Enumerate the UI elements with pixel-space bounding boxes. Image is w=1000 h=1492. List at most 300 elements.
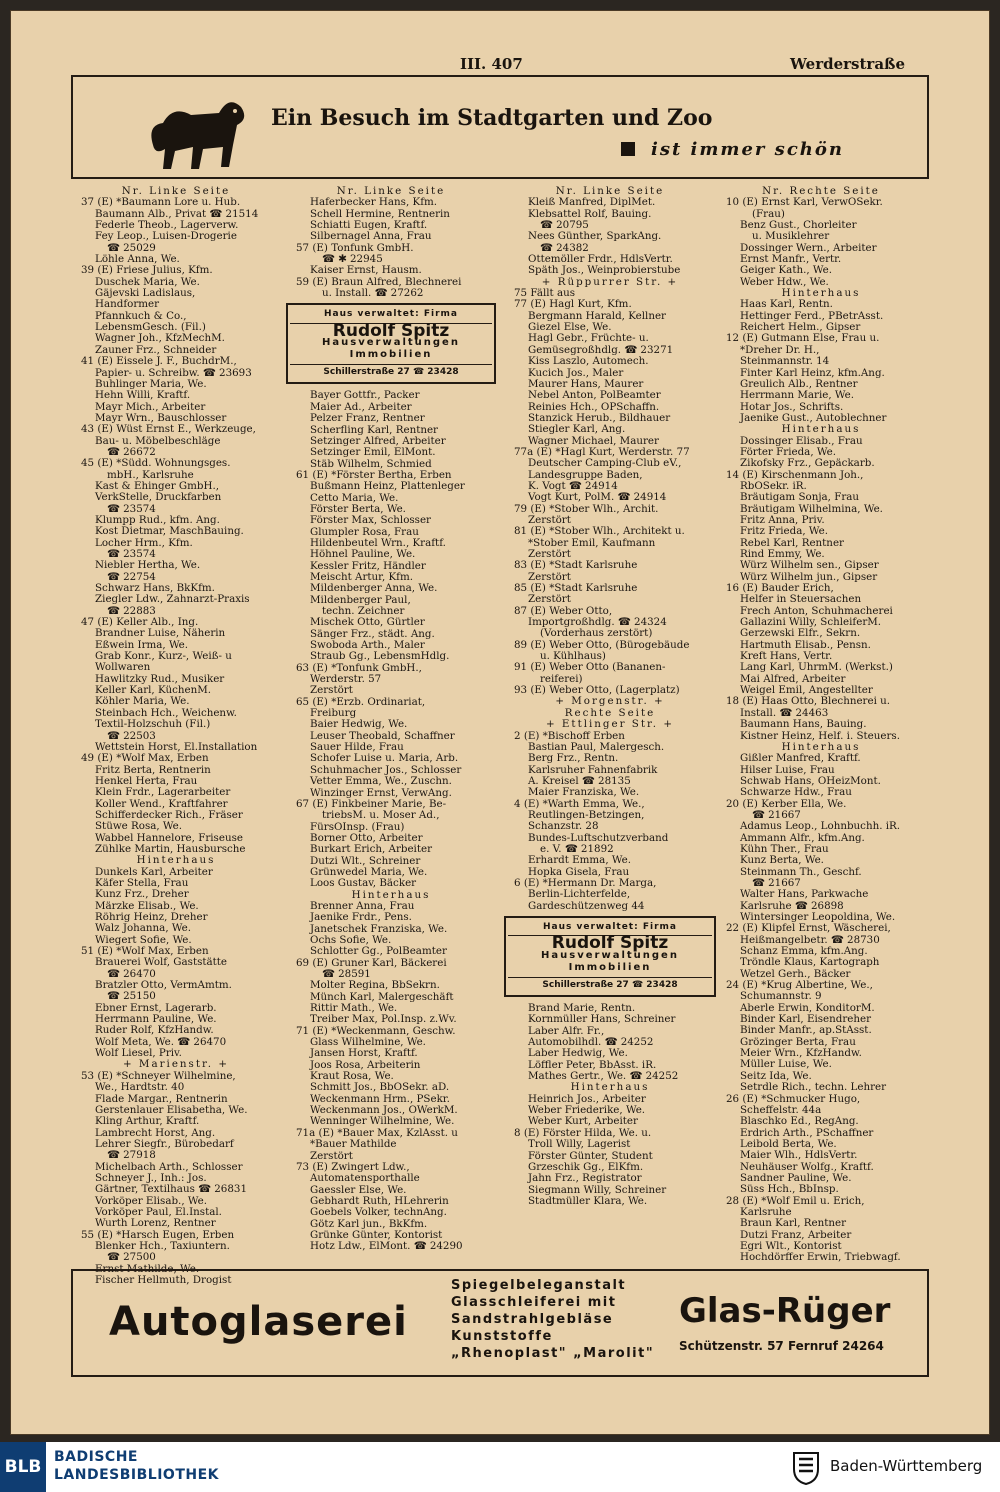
directory-entry: Schuhmacher Jos., Schlosser (310, 763, 462, 776)
directory-entry: 22 (E) Klipfel Ernst, Wäscherei, (726, 922, 891, 935)
directory-entry: Hopka Gisela, Frau (528, 865, 630, 878)
directory-entry: Hilser Luise, Frau (740, 763, 835, 776)
directory-entry: Reichert Helm., Gipser (740, 321, 861, 334)
directory-entry: Berg Frz., Rentn. (528, 752, 619, 765)
directory-entry: Lambrecht Horst, Ang. (95, 1126, 216, 1139)
directory-entry: Bau- u. Möbelbeschläge (95, 434, 221, 447)
directory-entry: Löffler Peter, BbAsst. iR. (528, 1058, 657, 1071)
directory-entry: Schwarze Hdw., Frau (740, 786, 852, 799)
directory-entry: Winzinger Ernst, VerwAng. (310, 786, 452, 799)
directory-entry: Nr. Linke Seite (121, 185, 231, 197)
directory-entry: Vorköper Elisab., We. (95, 1194, 207, 1207)
directory-entry: Jaenike Frdr., Pens. (310, 911, 412, 924)
directory-entry: 20 (E) Kerber Ella, We. (726, 797, 847, 810)
spitz-ad-name: Rudolf Spitz (332, 320, 450, 341)
directory-entry: Maier Franziska, We. (528, 786, 640, 799)
directory-entry: 49 (E) *Wolf Max, Erben (81, 752, 209, 765)
directory-entry: Baumann Hans, Bauing. (740, 718, 867, 731)
directory-entry: Gißler Manfred, Kraftf. (740, 752, 861, 765)
directory-entry: Mischek Otto, Gürtler (310, 616, 425, 629)
directory-entry: Grünke Günter, Kontorist (310, 1228, 443, 1241)
directory-entry: Rittir Math., We. (310, 1002, 398, 1015)
directory-entry: Karlsruhe (740, 1205, 792, 1218)
directory-entry: Schmitt Jos., BbOSekr. aD. (310, 1081, 450, 1094)
directory-entry: Höhnel Pauline, We. (310, 548, 416, 561)
ad-service-line: „Rhenoplast" „Marolit" (451, 1346, 655, 1361)
directory-entry: Erhardt Emma, We. (528, 854, 631, 867)
directory-entry: Rebel Karl, Rentner (740, 536, 844, 549)
library-name[interactable] (54, 1448, 219, 1484)
directory-entry: Förster Berta, We. (310, 502, 406, 515)
directory-entry: Gaessler Else, We. (310, 1183, 407, 1196)
directory-entry: Maier Ad., Arbeiter (310, 400, 412, 413)
directory-entry: Süss Hch., BbInsp. (740, 1183, 839, 1196)
directory-entry: Molter Regina, BbSekrn. (310, 979, 440, 992)
page-number: III. 407 (460, 55, 523, 73)
directory-entry: 79 (E) *Stober Wlh., Archit. (514, 502, 659, 515)
directory-entry: Nr. Linke Seite (336, 185, 446, 197)
directory-entry: Kunz Frz., Dreher (95, 888, 189, 901)
ad-service-line: Sandstrahlgebläse (451, 1312, 614, 1327)
directory-entry: Brauerei Wolf, Gaststätte (95, 956, 228, 969)
directory-entry: Geiger Kath., We. (740, 264, 833, 277)
directory-entry: Ernst Mathilde, We. (95, 1262, 200, 1275)
directory-entry: Kunz Berta, We. (740, 854, 824, 867)
directory-entry: Zühlke Martin, Hausbursche (95, 842, 246, 855)
directory-entry: VerkStelle, Druckfarben (95, 491, 222, 504)
street-title: Werderstraße (790, 55, 905, 73)
column-1 (71, 185, 281, 1286)
directory-entry: Gerstenlauer Elisabetha, We. (95, 1103, 248, 1116)
directory-entry: 18 (E) Haas Otto, Blechnerei u. (726, 695, 891, 708)
directory-entry: ☎ 27500 (107, 1251, 156, 1264)
directory-entry: Reinies Hch., OPSchaffn. (528, 400, 660, 413)
spitz-ad-address: Schillerstraße 27 ☎ 23428 (290, 364, 492, 378)
directory-entry: techn. Zeichner (322, 605, 405, 617)
directory-entry: Frech Anton, Schuhmacherei (740, 604, 893, 617)
library-name-line1: BADISCHE (54, 1449, 138, 1465)
directory-entry: Benz Gust., Chorleiter (740, 219, 857, 232)
directory-entry: K. Vogt ☎ 24914 (528, 479, 618, 492)
directory-entry: Greulich Alb., Rentner (740, 377, 858, 390)
directory-entry: Hinterhaus (351, 888, 431, 901)
directory-entry: 47 (E) Keller Alb., Ing. (81, 616, 199, 629)
directory-entry: Grzeschik Gg., ElKfm. (528, 1160, 644, 1173)
directory-entry: Zerstört (528, 570, 571, 583)
directory-entry: Haas Karl, Rentn. (740, 298, 833, 311)
directory-entry: Schanz Emma, kfm.Ang. (740, 945, 868, 958)
directory-page (10, 10, 990, 1435)
directory-entry: Hochdörffer Erwin, Triebwagf. (740, 1251, 901, 1264)
directory-entry: Ebner Ernst, Lagerarb. (95, 1001, 217, 1014)
directory-entry: Maurer Hans, Maurer (528, 377, 644, 390)
directory-entry: Meier Wrn., KfzHandw. (740, 1047, 862, 1060)
directory-entry: Mildenberger Paul, (310, 593, 411, 606)
directory-entry: 4 (E) *Warth Emma, We., (514, 797, 645, 810)
directory-entry: 69 (E) Gruner Karl, Bäckerei (296, 956, 447, 969)
directory-entry: Ottemöller Frdr., HdlsVertr. (528, 253, 673, 266)
directory-entry: Vetter Emma, We., Zuschn. (310, 775, 452, 788)
directory-entry: Scherfling Karl, Rentner (310, 423, 438, 436)
directory-entry: Hotar Jos., Schrifts. (740, 400, 844, 413)
directory-entry: Lang Karl, UhrmM. (Werkst.) (740, 661, 893, 674)
directory-entry: Stanzick Herub., Bildhauer (528, 411, 671, 424)
directory-entry: Zerstört (310, 684, 353, 697)
library-name-line2: LANDESBIBLIOTHEK (54, 1467, 220, 1483)
directory-entry: Borner Otto, Arbeiter (310, 831, 423, 844)
directory-entry: Wagner Michael, Maurer (528, 434, 659, 447)
directory-entry: Rind Emmy, We. (740, 548, 825, 560)
directory-entry: 61 (E) *Förster Bertha, Erben (296, 468, 452, 481)
directory-entry: ☎ 23574 (107, 548, 156, 560)
directory-entry: 75 Fällt aus (514, 287, 576, 300)
directory-entry: Duschek Maria, We. (95, 275, 200, 288)
directory-entry: Sauer Hilde, Frau (310, 741, 404, 754)
directory-entry: Wintersinger Leopoldina, We. (740, 911, 896, 923)
directory-entry: Weckenmann Jos., OWerkM. (310, 1104, 458, 1117)
directory-entry: Zerstört (528, 548, 571, 560)
directory-entry: 10 (E) Ernst Karl, VerwOSekr. (726, 196, 883, 209)
directory-entry: Freiburg (310, 707, 357, 720)
directory-entry: Hagl Gebr., Früchte- u. (528, 332, 649, 345)
directory-entry: Kast & Ehinger GmbH., (95, 479, 220, 492)
directory-entry: Rechte Seite (564, 706, 656, 719)
directory-entry: Setrdle Rich., techn. Lehrer (740, 1081, 887, 1094)
directory-entry: ☎ 22883 (107, 604, 156, 617)
directory-entry: Wettstein Horst, El.Installation (95, 740, 258, 753)
directory-entry: Weckenmann Hrm., PSekr. (310, 1092, 450, 1105)
directory-entry: Binder Manfr., ap.StAsst. (740, 1024, 872, 1037)
directory-entry: Dutzi Wlt., Schreiner (310, 854, 421, 867)
directory-entry: Gemüsegroßhdlg. ☎ 23271 (528, 343, 674, 356)
directory-entry: Walz Johanna, We. (95, 922, 191, 935)
directory-entry: Hinterhaus (570, 1081, 650, 1094)
zoo-banner (71, 75, 929, 179)
directory-entry: Wabbel Hannelore, Friseuse (95, 831, 243, 844)
directory-entry: Fritz Anna, Priv. (740, 513, 825, 526)
directory-entry: Brandner Luise, Näherin (95, 627, 226, 640)
directory-entry: ☎ 27918 (107, 1149, 156, 1162)
directory-entry: u. Musiklehrer (752, 230, 830, 243)
directory-entry: Dossinger Elisab., Frau (740, 434, 863, 447)
directory-entry: Goebels Volker, technAng. (310, 1206, 447, 1219)
directory-entry: Papier- u. Schreibw. ☎ 23693 (95, 366, 252, 379)
ad-service-line: Glasschleiferei mit (451, 1295, 617, 1310)
directory-entry: ☎ 24382 (540, 241, 589, 254)
directory-entry: Wagner Joh., KfzMechM. (95, 332, 225, 345)
directory-entry: Fritz Frieda, We. (740, 525, 829, 538)
directory-entry: Klebsattel Rolf, Bauing. (528, 207, 652, 220)
directory-entry: Walter Hans, Parkwache (740, 888, 869, 901)
directory-entry: Niebler Hertha, We. (95, 559, 201, 572)
directory-entry: Blaschko Ed., RegAng. (740, 1115, 859, 1128)
directory-entry: Würz Wilhelm jun., Gipser (740, 570, 878, 583)
directory-entry: 2 (E) *Bischoff Erben (514, 729, 625, 742)
directory-entry: 93 (E) Weber Otto, (Lagerplatz) (514, 684, 680, 697)
directory-entry: Zikofsky Frz., Gepäckarb. (740, 457, 875, 470)
directory-entry: Helfer in Steuersachen (740, 593, 862, 606)
directory-entry: 73 (E) Zwingert Ldw., (296, 1160, 410, 1173)
directory-entry: Würz Wilhelm sen., Gipser (740, 559, 879, 572)
directory-entry: Deutscher Camping-Club eV., (528, 457, 682, 470)
directory-entry: Steinmann Th., Geschf. (740, 865, 862, 878)
spitz-ad (286, 303, 496, 384)
directory-entry: Kornmüller Hans, Schreiner (528, 1013, 676, 1026)
directory-entry: Koller Wend., Kraftfahrer (95, 797, 228, 810)
spitz-ad-2-address: Schillerstraße 27 ☎ 23428 (508, 977, 712, 991)
directory-entry: Wetzel Gerh., Bäcker (740, 967, 851, 980)
directory-entry: Joos Rosa, Arbeiterin (310, 1058, 421, 1071)
directory-entry: Sänger Frz., städt. Ang. (310, 627, 435, 640)
directory-entry: Hinterhaus (136, 854, 216, 867)
directory-entry: Nr. Rechte Seite (762, 185, 880, 197)
ad-company-name: Glas-Rüger (679, 1291, 891, 1331)
directory-entry: 89 (E) Weber Otto, (Bürogebäude (514, 638, 690, 651)
directory-entry: Bußmann Heinz, Plattenleger (310, 480, 465, 493)
directory-entry: Weber Kurt, Arbeiter (528, 1115, 638, 1128)
directory-entry: Münch Karl, Malergeschäft (310, 990, 454, 1003)
directory-entry: Ammann Alfr., kfm.Ang. (740, 831, 865, 844)
directory-entry: Hawlitzky Rud., Musiker (95, 672, 225, 685)
directory-entry: Förster Max, Schlosser (310, 514, 431, 527)
directory-entry: Lehrer Siegfr., Bürobedarf (95, 1137, 234, 1150)
directory-entry: 63 (E) *Tonfunk GmbH., (296, 661, 422, 674)
directory-entry: Hinterhaus (781, 287, 861, 300)
directory-entry: 6 (E) *Hermann Dr. Marga, (514, 876, 657, 889)
directory-entry: u. Kühlhaus) (540, 650, 606, 663)
directory-entry: 59 (E) Braun Alfred, Blechnerei (296, 275, 462, 288)
directory-entry: Leuser Theobald, Schaffner (310, 729, 455, 742)
directory-entry: Zerstört (528, 513, 571, 526)
spitz-ad-sub2: Immobilien (349, 349, 433, 361)
directory-entry: Haferbecker Hans, Kfm. (310, 196, 438, 209)
column-2-bottom (286, 390, 496, 1252)
directory-entry: Ziegler Ldw., Zahnarzt-Praxis (95, 593, 250, 606)
directory-entry: Tröndle Klaus, Kartograph (740, 956, 880, 969)
directory-entry: Textil-Holzschuh (Fil.) (95, 718, 211, 731)
directory-entry: ☎ 22503 (107, 729, 156, 742)
ad-service-line: Kunststoffe (451, 1329, 553, 1344)
directory-entry: Schell Hermine, Rentnerin (310, 207, 450, 220)
directory-entry: Setzinger Emil, ElMont. (310, 446, 436, 459)
spitz-ad-2-name: Rudolf Spitz (551, 933, 669, 954)
directory-entry: 8 (E) Förster Hilda, We. u. (514, 1126, 652, 1139)
directory-entry: + Morgenstr. + (555, 695, 665, 708)
directory-entry: Steinbach Hch., Weichenw. (95, 706, 237, 719)
bw-label: Baden-Württemberg (830, 1457, 983, 1475)
directory-entry: Stiegler Karl, Ang. (528, 423, 626, 436)
directory-entry: Berlin-Lichterfelde, (528, 888, 631, 901)
directory-entry: Nees Günther, SparkAng. (528, 230, 662, 243)
directory-entry: e. V. ☎ 21892 (540, 842, 614, 855)
directory-entry: Stadtmüller Klara, We. (528, 1194, 648, 1207)
directory-entry: Swoboda Arth., Maler (310, 639, 425, 652)
directory-entry: Löhle Anna, We. (95, 253, 180, 266)
column-3-top (504, 186, 716, 912)
directory-entry: Glumpler Rosa, Frau (310, 525, 419, 538)
directory-entry: Hehn Willi, Kraftf. (95, 389, 191, 402)
directory-entry: 77 (E) Hagl Kurt, Kfm. (514, 298, 632, 311)
directory-entry: Fischer Hellmuth, Drogist (95, 1274, 232, 1286)
glas-rueger-ad (71, 1269, 929, 1377)
directory-entry: *Bauer Mathilde (310, 1138, 397, 1151)
directory-entry: Gärtner, Textilhaus ☎ 26831 (95, 1183, 247, 1196)
directory-entry: Röhrig Heinz, Dreher (95, 911, 208, 923)
directory-entry: Zerstört (528, 593, 571, 606)
directory-entry: Burkart Erich, Arbeiter (310, 843, 432, 856)
directory-entry: 67 (E) Finkbeiner Marie, Be- (296, 797, 447, 810)
directory-entry: Cetto Maria, We. (310, 491, 399, 504)
directory-entry: LebensmGesch. (Fil.) (95, 321, 206, 334)
directory-entry: Gerzewski Elfr., Sekrn. (740, 627, 861, 640)
directory-entry: RbOSekr. iR. (740, 479, 807, 492)
directory-entry: Jansen Horst, Kraftf. (310, 1047, 418, 1060)
directory-entry: Straub Gg., LebensmHdlg. (310, 650, 450, 663)
directory-entry: 85 (E) *Stadt Karlsruhe (514, 582, 638, 595)
directory-entry: ☎ 23574 (107, 502, 156, 515)
directory-entry: Michelbach Arth., Schlosser (95, 1160, 243, 1173)
directory-entry: Jahn Frz., Registrator (528, 1172, 642, 1185)
directory-entry: Loos Gustav, Bäcker (310, 877, 417, 890)
spitz-ad-sub1: Hausverwaltungen (322, 337, 460, 349)
directory-entry: Wenninger Wilhelmine, We. (310, 1115, 455, 1128)
directory-entry: Schumannstr. 9 (740, 990, 822, 1003)
directory-entry: Grünwedel Maria, We. (310, 865, 428, 878)
directory-entry: Pelzer Franz, Rentner (310, 412, 425, 425)
directory-entry: Aberle Erwin, KonditorM. (740, 1001, 875, 1014)
directory-entry: Stäb Wilhelm, Schmied (310, 457, 432, 470)
column-2-top (286, 186, 496, 299)
directory-entry: 39 (E) Friese Julius, Kfm. (81, 264, 213, 277)
banner-tagline-text: ist immer schön (651, 139, 844, 160)
directory-entry: Dunkels Karl, Arbeiter (95, 865, 213, 878)
directory-entry: Egri Wlt., Kontorist (740, 1239, 842, 1252)
blb-logo[interactable]: BLB (0, 1442, 46, 1492)
directory-entry: Schwab Hans, OHeizMont. (740, 774, 881, 787)
directory-entry: Federle Theob., Lagerverw. (95, 219, 239, 232)
directory-entry: Brenner Anna, Frau (310, 899, 415, 912)
directory-entry: ☎ 25150 (107, 990, 156, 1003)
directory-entry: 83 (E) *Stadt Karlsruhe (514, 559, 638, 572)
directory-entry: *Stober Emil, Kaufmann (528, 536, 656, 549)
directory-entry: Vorköper Paul, El.Instal. (95, 1205, 222, 1218)
directory-entry: 41 (E) Eissele J. F., BuchdrM., (81, 355, 237, 368)
directory-entry: Bratzler Otto, VermAmtm. (95, 979, 232, 992)
directory-entry: Blenker Hch., Taxiuntern. (95, 1239, 230, 1252)
directory-entry: 37 (E) *Baumann Lore u. Hub. (81, 196, 241, 209)
directory-entry: Herrmann Marie, We. (740, 389, 855, 402)
directory-entry: ☎ 26470 (107, 967, 156, 980)
directory-entry: Gallazini Willy, SchleiferM. (740, 616, 882, 629)
directory-entry: Schofer Luise u. Maria, Arb. (310, 752, 459, 765)
directory-entry: + Ettlinger Str. + (546, 718, 674, 731)
directory-entry: Ernst Manfr., Vertr. (740, 253, 842, 266)
banner-headline: Ein Besuch im Stadtgarten und Zoo (271, 105, 713, 131)
directory-entry: ☎ 22754 (107, 570, 156, 583)
directory-entry: Henkel Herta, Frau (95, 774, 198, 787)
directory-entry: Gäjevski Ladislaus, (95, 287, 196, 300)
directory-entry: 81 (E) *Stober Wlh., Architekt u. (514, 525, 685, 538)
directory-entry: Fritz Berta, Rentnerin (95, 763, 211, 776)
directory-entry: + Marienstr. + (123, 1058, 229, 1071)
directory-entry: Nr. Linke Seite (555, 185, 665, 197)
footer-bar (0, 1442, 1000, 1492)
directory-entry: Eßwein Irma, We. (95, 638, 189, 651)
directory-entry: Wurth Lorenz, Rentner (95, 1217, 216, 1230)
directory-entry: 57 (E) Tonfunk GmbH. (296, 241, 414, 254)
directory-entry: Giezel Else, We. (528, 321, 612, 334)
directory-entry: Laber Hedwig, We. (528, 1047, 628, 1060)
directory-entry: 16 (E) Bauder Erich, (726, 582, 834, 595)
directory-entry: Schiatti Eugen, Kraftf. (310, 219, 428, 232)
directory-entry: Karlsruhe ☎ 26898 (740, 899, 844, 912)
directory-entry: Install. ☎ 24463 (740, 706, 829, 719)
banner-tagline (621, 139, 844, 160)
directory-entry: Förter Frieda, We. (740, 445, 836, 458)
directory-entry: Mayr Mich., Arbeiter (95, 400, 206, 413)
directory-entry: Maier Wlh., HdlsVertr. (740, 1149, 858, 1162)
directory-entry: Kistner Heinz, Helf. i. Steuers. (740, 729, 900, 742)
square-icon (621, 142, 635, 156)
directory-entry: Märzke Elisab., We. (95, 899, 199, 912)
ad-autoglaserei: Autoglaserei (109, 1299, 408, 1345)
directory-entry: Kiss Laszlo, Automech. (528, 355, 649, 368)
directory-entry: We., Hardtstr. 40 (95, 1081, 185, 1094)
directory-entry: Mathes Gertr., We. ☎ 24252 (528, 1070, 679, 1083)
directory-entry: Silbernagel Anna, Frau (310, 230, 432, 243)
directory-entry: Kaiser Ernst, Hausm. (310, 264, 422, 277)
directory-entry: Automatensporthalle (310, 1172, 420, 1185)
directory-entry: Späth Jos., Weinprobierstube (528, 264, 681, 277)
directory-entry: 53 (E) *Schneyer Wilhelmine, (81, 1069, 236, 1082)
directory-entry: Adamus Leop., Lohnbuchh. iR. (740, 820, 901, 833)
directory-entry: Setzinger Alfred, Arbeiter (310, 434, 446, 447)
directory-entry: mbH., Karlsruhe (107, 468, 194, 481)
directory-entry: (Vorderhaus zerstört) (540, 627, 653, 640)
directory-entry: Seitz Ida, We. (740, 1069, 812, 1082)
directory-entry: 91 (E) Weber Otto (Bananen- (514, 661, 666, 674)
directory-entry: FürsOInsp. (Frau) (310, 820, 405, 833)
directory-entry: 26 (E) *Schmucker Hugo, (726, 1092, 861, 1105)
directory-entry: Leibold Berta, We. (740, 1137, 837, 1150)
directory-entry: Müller Luise, We. (740, 1058, 832, 1071)
directory-entry: Mai Alfred, Arbeiter (740, 672, 846, 685)
directory-entry: Braun Karl, Rentner (740, 1217, 847, 1230)
directory-entry: Hartmuth Elisab., Pensn. (740, 638, 871, 651)
ad-service-line: Spiegelbeleganstalt (451, 1278, 627, 1293)
directory-entry: Bayer Gottfr., Packer (310, 389, 420, 402)
directory-entry: Schanzstr. 28 (528, 820, 599, 833)
directory-entry: Bundes-Luftschutzverband (528, 831, 669, 844)
directory-entry: ☎ 20795 (540, 219, 589, 232)
directory-entry: *Dreher Dr. H., (740, 343, 820, 356)
directory-entry: Hettinger Ferd., PBetrAsst. (740, 309, 884, 322)
directory-entry: Bräutigam Wilhelmina, We. (740, 502, 883, 515)
directory-entry: A. Kreisel ☎ 28135 (528, 774, 631, 787)
directory-entry: triebsM. u. Moser Ad., (322, 809, 440, 822)
directory-entry: Zerstört (310, 1149, 353, 1162)
directory-entry: ☎ ✱ 22945 (322, 253, 383, 266)
directory-entry: Stüwe Rosa, We. (95, 820, 183, 833)
directory-entry: Heinrich Jos., Arbeiter (528, 1092, 646, 1105)
directory-entry: Mayr Wrn., Bauschlosser (95, 411, 227, 424)
directory-entry: Schwarz Hans, BkKfm. (95, 582, 215, 595)
directory-entry: Gardeschützenweg 44 (528, 899, 645, 912)
directory-entry: Siegmann Willy, Schreiner (528, 1183, 667, 1196)
directory-entry: Kessler Fritz, Händler (310, 559, 426, 572)
directory-entry: 55 (E) *Harsch Eugen, Erben (81, 1228, 235, 1241)
directory-entry: Janetschek Franziska, We. (310, 922, 448, 935)
